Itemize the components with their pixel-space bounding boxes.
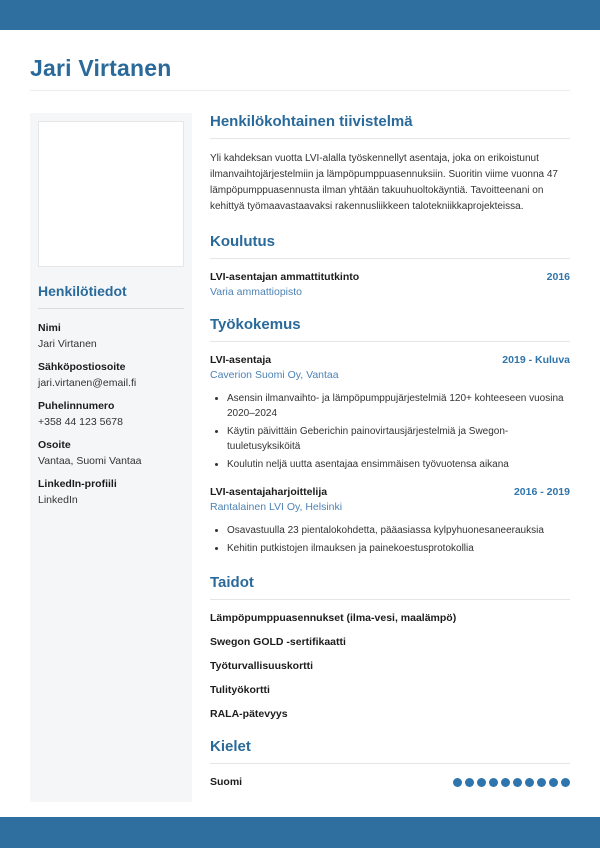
content-columns (30, 113, 570, 806)
entry-head (210, 271, 570, 283)
bullet-item: • Käytin päivittäin Geberichin painovirtausjärjestelmiä ja Swegon-tuuletusyksiköitä (227, 424, 570, 454)
skill-item: Lämpöpumppuasennukset (ilma-vesi, maalämpö) (210, 612, 457, 624)
level-dot (513, 778, 522, 787)
entry-date: 2016 - 2019 (513, 486, 570, 498)
entry-date: 2016 (546, 271, 570, 283)
sidebar-heading: Henkilötiedot (38, 283, 184, 309)
section-experience (210, 316, 570, 556)
level-dot (465, 778, 474, 787)
bullet-item: • Asensin ilmanvaihto- ja lämpöpumppujärjestelmiä 120+ kohteeseen vuosina 2020–2024 (227, 391, 570, 421)
photo-placeholder (38, 121, 184, 267)
contact-field-value: Vantaa, Suomi Vantaa (38, 455, 142, 467)
contact-field (38, 478, 184, 506)
entry-title: LVI-asentajan ammattitutkinto (210, 271, 360, 283)
skills-list (210, 612, 570, 720)
language-name: Suomi (210, 776, 243, 788)
level-dot (477, 778, 486, 787)
cv-page (0, 55, 600, 806)
level-dot (561, 778, 570, 787)
language-rows (210, 776, 570, 788)
contact-field-value: Jari Virtanen (38, 338, 97, 350)
bullet-item: • Kehitin putkistojen ilmauksen ja painekoestusprotokollia (227, 541, 570, 556)
page-title: Jari Virtanen (30, 55, 172, 81)
level-dot (537, 778, 546, 787)
contact-field (38, 400, 184, 428)
contact-field-value: LinkedIn (38, 494, 78, 506)
entry-company: Rantalainen LVI Oy, Helsinki (210, 501, 343, 513)
contact-field-label: Puhelinnumero (38, 400, 115, 412)
contact-field-value: +358 44 123 5678 (38, 416, 123, 428)
contact-field (38, 322, 184, 350)
header-divider (30, 90, 570, 91)
summary-heading: Henkilökohtainen tiivistelmä (210, 113, 570, 139)
main-column (210, 113, 570, 806)
section-summary (210, 113, 570, 215)
bullet-item: • Koulutin neljä uutta asentajaa ensimmäisen työvuotensa aikana (227, 457, 570, 472)
entry-date: 2019 - Kuluva (502, 354, 570, 366)
skill-item: Tulityökortti (210, 684, 270, 696)
contact-field-label: Sähköpostiosoite (38, 361, 126, 373)
contact-field-label: LinkedIn-profiili (38, 478, 117, 490)
bottom-accent-bar (0, 817, 600, 848)
education-entries (210, 271, 570, 298)
entry-school: Varia ammattiopisto (210, 286, 303, 298)
summary-text: Yli kahdeksan vuotta LVI-alalla työskennellyt asentaja, joka on erikoistunut ilmanvaihtojärjestelmiin ja lämpöpumppuasennuksiin. Suoritin viime vuonna 47 lämpöpumppuasennusta ilman yhtään takuuhuoltokäyntiä. Tavoitteenani on kehittyä työmaavastaavaksi rakennusliikkeen talotekniikkaprojekteissa. (210, 153, 558, 212)
entry-title: LVI-asentajaharjoittelija (210, 486, 328, 498)
skills-heading: Taidot (210, 574, 570, 600)
language-row (210, 776, 570, 788)
languages-heading: Kielet (210, 738, 570, 764)
entry-title: LVI-asentaja (210, 354, 272, 366)
contact-field-value: jari.virtanen@email.fi (38, 377, 137, 389)
contact-field-label: Osoite (38, 439, 71, 451)
experience-entry (210, 486, 570, 556)
entry-company: Caverion Suomi Oy, Vantaa (210, 369, 339, 381)
skill-item: Työturvallisuuskortti (210, 660, 314, 672)
skill-item: Swegon GOLD -sertifikaatti (210, 636, 346, 648)
level-dot (501, 778, 510, 787)
entry-head (210, 354, 570, 366)
level-dot (489, 778, 498, 787)
experience-entry (210, 354, 570, 472)
section-languages (210, 738, 570, 788)
level-dot (453, 778, 462, 787)
contact-field-label: Nimi (38, 322, 61, 334)
bullet-item: • Osavastuulla 23 pientalokohdetta, pääasiassa kylpyhuonesaneerauksia (227, 523, 570, 538)
contact-fields (38, 322, 184, 506)
entry-bullets (210, 523, 570, 556)
level-dot (525, 778, 534, 787)
section-education (210, 233, 570, 298)
sidebar (30, 113, 192, 802)
entry-head (210, 486, 570, 498)
top-accent-bar (0, 0, 600, 30)
entry-bullets (210, 391, 570, 472)
skill-item: RALA-pätevyys (210, 708, 288, 720)
experience-heading: Työkokemus (210, 316, 570, 342)
section-skills (210, 574, 570, 720)
language-level-dots (453, 778, 570, 787)
experience-entries (210, 354, 570, 556)
education-heading: Koulutus (210, 233, 570, 259)
contact-field (38, 361, 184, 389)
level-dot (549, 778, 558, 787)
education-entry (210, 271, 570, 298)
contact-field (38, 439, 184, 467)
